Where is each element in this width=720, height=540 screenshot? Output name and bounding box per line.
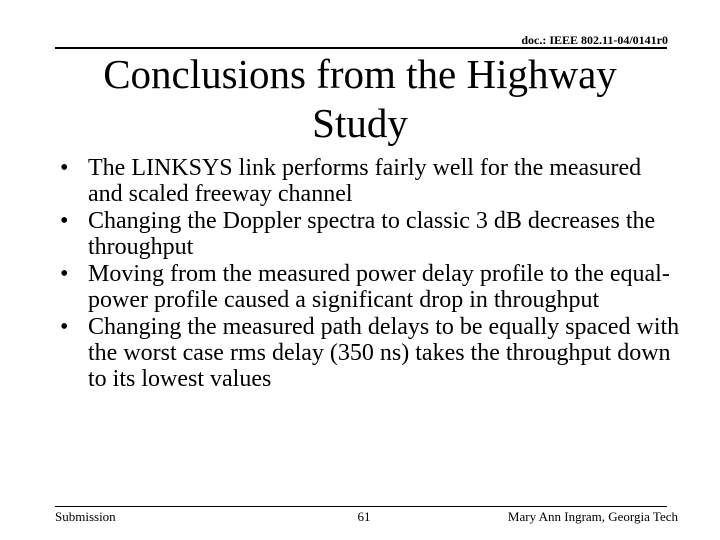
bullet-item <box>60 208 680 260</box>
header-divider <box>55 47 667 49</box>
bullet-text: Changing the measured path delays to be equally spaced with the worst case rms delay (350 ns) takes the throughput down to its lowest values <box>88 314 680 392</box>
footer-page-number: 61 <box>357 509 371 524</box>
footer-divider <box>55 506 667 507</box>
document-id: doc.: IEEE 802.11-04/0141r0 <box>521 33 668 47</box>
bullet-text: Changing the Doppler spectra to classic 3 dB decreases the throughput <box>88 208 656 260</box>
bullet-marker: • <box>60 155 69 181</box>
bullet-item <box>60 155 680 207</box>
bullet-text: Moving from the measured power delay profile to the equal-power profile caused a significant drop in throughput <box>88 261 670 313</box>
bullet-text: The LINKSYS link performs fairly well for the measured and scaled freeway channel <box>88 155 642 207</box>
slide-title: Conclusions from the Highway Study <box>103 51 617 146</box>
bullet-marker: • <box>60 314 69 340</box>
bullet-item <box>60 314 680 392</box>
bullet-item <box>60 261 680 313</box>
footer-submission-label: Submission <box>55 509 116 524</box>
bullet-marker: • <box>60 261 69 287</box>
bullet-marker: • <box>60 208 69 234</box>
bullet-list <box>60 155 680 393</box>
footer-author: Mary Ann Ingram, Georgia Tech <box>507 509 678 524</box>
